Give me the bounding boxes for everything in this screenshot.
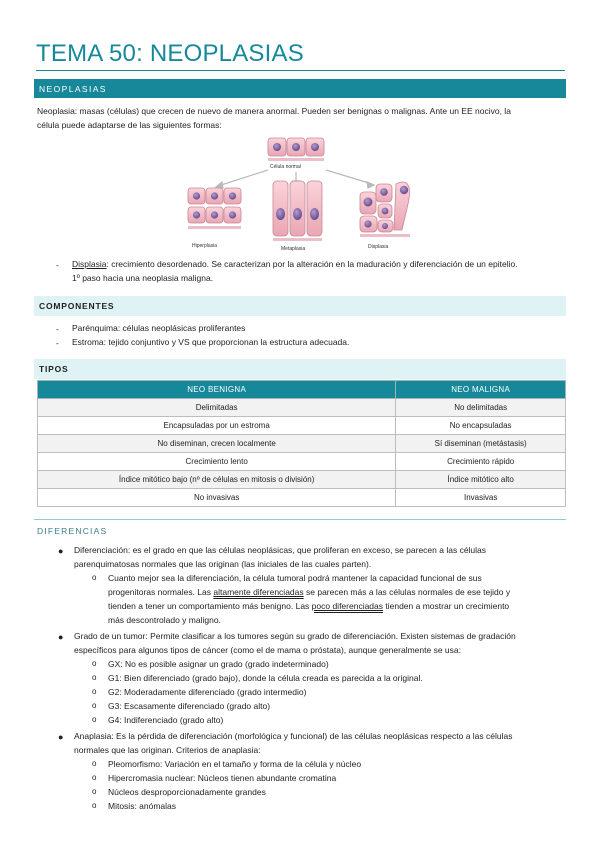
title-divider	[36, 70, 565, 71]
hiperplasia-cells	[188, 188, 241, 229]
section-header-diferencias: DIFERENCIAS	[37, 526, 108, 536]
bullet-circle: o	[92, 659, 97, 668]
displasia-term: Displasia	[72, 259, 107, 269]
text: se parecen más a las células normales de ese tejido y	[303, 587, 511, 597]
displasia-line-2: 1º paso hacia una neoplasia maligna.	[72, 273, 214, 283]
grado-item: GX: No es posible asignar un grado (grado indeterminado)	[108, 659, 329, 669]
bullet-dot: ●	[58, 632, 64, 642]
divider	[34, 519, 566, 520]
table-cell: Crecimiento lento	[38, 453, 396, 471]
bullet-circle: o	[92, 687, 97, 696]
grado-line-1: Grado de un tumor: Permite clasificar a los tumores según su grado de diferenciación. Existen sistemas de gradación	[74, 631, 516, 641]
bullet-circle: o	[92, 773, 97, 782]
diferenciacion-sub-line-4: más descontrolado y maligno.	[108, 615, 221, 625]
poco-diferenciadas-term: poco diferenciadas	[311, 601, 384, 611]
label-displasia: Displasia	[368, 244, 389, 250]
criterio-item: Mitosis: anómalas	[108, 801, 177, 811]
table-row	[38, 417, 566, 435]
bullet-circle: o	[92, 715, 97, 724]
bullet-dash: -	[56, 324, 59, 334]
table-cell: Invasivas	[396, 489, 566, 507]
table-cell: No diseminan, crecen localmente	[38, 435, 396, 453]
bullet-circle: o	[92, 787, 97, 796]
criterio-item: Pleomorfismo: Variación en el tamaño y forma de la célula y núcleo	[108, 759, 362, 769]
table-row	[38, 453, 566, 471]
metaplasia-cells	[273, 181, 322, 241]
label-metaplasia: Metaplasia	[281, 246, 306, 252]
table-cell: No invasivas	[38, 489, 396, 507]
label-hiperplasia: Hiperplasia	[192, 243, 218, 249]
table-cell: Delimitadas	[38, 399, 396, 417]
bullet-circle: o	[92, 759, 97, 768]
diferenciacion-sub-line-1: Cuanto mejor sea la diferenciación, la célula tumoral podrá mantener la capacidad funcional de sus	[108, 573, 482, 583]
table-cell: No encapsuladas	[396, 417, 566, 435]
table-row	[38, 471, 566, 489]
grado-line-2: específicos para algunos tipos de cáncer (como el de mama o próstata), aunque generalmente se usa:	[74, 645, 461, 655]
diferenciacion-sub-line-2	[108, 585, 510, 599]
text: tienden a tener un comportamiento más benigno. Las	[108, 601, 312, 611]
bullet-circle: o	[92, 801, 97, 810]
criterio-item: Núcleos desproporcionadamente grandes	[108, 787, 266, 797]
intro-line-1: Neoplasia: masas (células) que crecen de nuevo de manera anormal. Pueden ser benignas o malignas. Ante un EE nocivo, la	[37, 106, 511, 116]
bullet-dot: ●	[58, 546, 64, 556]
text: progenitoras normales. Las	[108, 587, 214, 597]
displasia-definition: : crecimiento desordenado. Se caracterizan por la alteración en la maduración y diferenciación de un epitelio.	[106, 259, 518, 269]
table-cell: Índice mitótico alto	[396, 471, 566, 489]
diferenciacion-sub-line-3	[108, 599, 509, 613]
column-header: NEO MALIGNA	[396, 381, 566, 399]
section-header-neoplasias: NEOPLASIAS	[34, 79, 566, 98]
normal-cells	[268, 138, 324, 161]
componentes-item: Parénquima: células neoplásicas proliferantes	[72, 323, 246, 333]
cell-adaptation-figure	[180, 134, 430, 254]
section-header-tipos: TIPOS	[34, 359, 566, 379]
grado-item: G4: Indiferenciado (grado alto)	[108, 715, 224, 725]
label-celula-normal: Célula normal	[270, 164, 301, 170]
table-cell: Sí diseminan (metástasis)	[396, 435, 566, 453]
bullet-circle: o	[92, 573, 97, 582]
displasia-line-1	[72, 257, 562, 271]
anaplasia-line-1: Anaplasia: Es la pérdida de diferenciación (morfológica y funcional) de las células neoplásicas respecto a las células	[74, 731, 513, 741]
criterio-item: Hipercromasia nuclear: Núcleos tienen abundante cromatina	[108, 773, 337, 783]
table-row	[38, 435, 566, 453]
altamente-diferenciadas-term: altamente diferenciadas	[213, 587, 304, 597]
intro-line-2: célula puede adaptarse de las siguientes formas:	[37, 120, 222, 130]
bullet-circle: o	[92, 673, 97, 682]
table-header-row	[38, 381, 566, 399]
table-cell: No delimitadas	[396, 399, 566, 417]
bullet-dash: -	[56, 260, 59, 270]
column-header: NEO BENIGNA	[38, 381, 396, 399]
anaplasia-line-2: normales que las originan. Criterios de anaplasia:	[74, 745, 261, 755]
bullet-dash: -	[56, 338, 59, 348]
grado-item: G1: Bien diferenciado (grado bajo), donde la célula creada es parecida a la original.	[108, 673, 423, 683]
grado-item: G3: Escasamente diferenciado (grado alto)	[108, 701, 271, 711]
table-cell: Encapsuladas por un estroma	[38, 417, 396, 435]
displasia-cells	[360, 182, 410, 237]
diferenciacion-line-2: parenquimatosas normales que las originan (las iniciales de las cuales parten).	[74, 559, 372, 569]
componentes-item: Estroma: tejido conjuntivo y VS que proporcionan la estructura adecuada.	[72, 337, 350, 347]
text: tienden a mostrar un crecimiento	[383, 601, 510, 611]
page-title: TEMA 50: NEOPLASIAS	[36, 40, 304, 67]
diferenciacion-line-1: Diferenciación: es el grado en que las células neoplásicas, que proliferan en exceso, se parecen a las células	[74, 545, 487, 555]
table-row	[38, 399, 566, 417]
bullet-dot: ●	[58, 732, 64, 742]
table-cell: Índice mitótico bajo (nº de células en mitosis o división)	[38, 471, 396, 489]
bullet-circle: o	[92, 701, 97, 710]
table-row	[38, 489, 566, 507]
grado-item: G2: Moderadamente diferenciado (grado intermedio)	[108, 687, 307, 697]
table-cell: Crecimiento rápido	[396, 453, 566, 471]
tipos-table	[37, 380, 566, 507]
section-header-componentes: COMPONENTES	[34, 296, 566, 316]
